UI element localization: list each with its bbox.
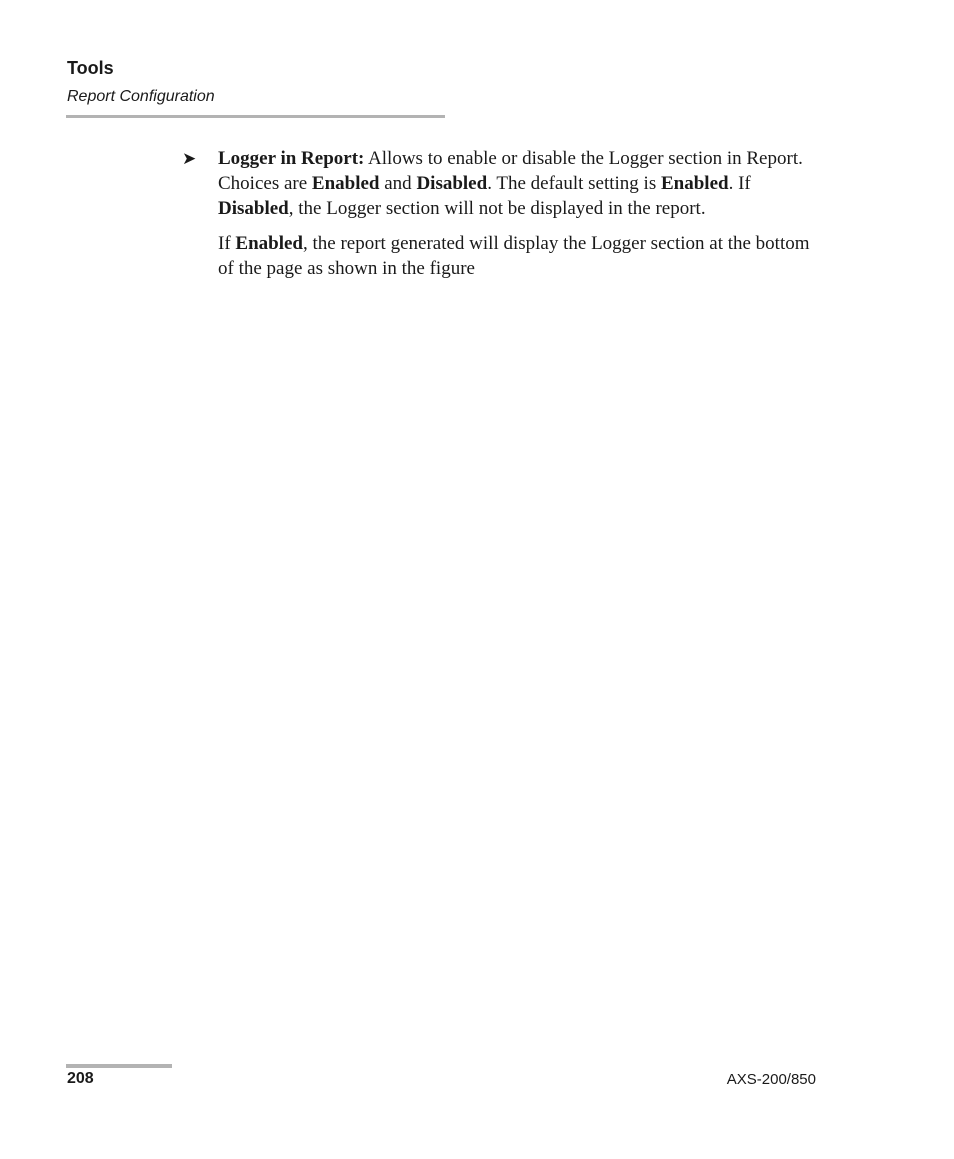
header-divider: [66, 115, 445, 118]
emphasis-enabled: Enabled: [235, 233, 303, 254]
emphasis-disabled: Disabled: [416, 173, 488, 194]
text-run: , the report generated will display the Logger section at the bottom of the page as shown in the figure: [218, 233, 810, 279]
followup-paragraph: [218, 231, 818, 281]
footer-divider: [66, 1064, 172, 1068]
text-run: . If: [728, 173, 751, 194]
product-name: AXS-200/850: [726, 1071, 816, 1088]
bullet-paragraph: [218, 146, 818, 221]
arrow-bullet-icon: ➤: [182, 149, 197, 169]
emphasis-enabled: Enabled: [311, 173, 380, 194]
text-run: and: [379, 173, 417, 194]
text-run: . The default setting is: [487, 173, 661, 194]
bullet-term: Logger in Report:: [218, 148, 365, 169]
section-title: Report Configuration: [67, 88, 215, 105]
body-content: [182, 146, 818, 281]
text-run: If: [218, 233, 236, 254]
bullet-item-logger-in-report: [182, 146, 818, 221]
text-run: , the Logger section will not be displayed in the report.: [288, 198, 706, 219]
page-number: 208: [67, 1070, 94, 1087]
emphasis-disabled: Disabled: [218, 198, 289, 219]
chapter-title: Tools: [67, 58, 114, 78]
emphasis-enabled: Enabled: [660, 173, 729, 194]
text-run: Allows to enable or disable the Logger section in Report. Choices are: [218, 148, 803, 194]
